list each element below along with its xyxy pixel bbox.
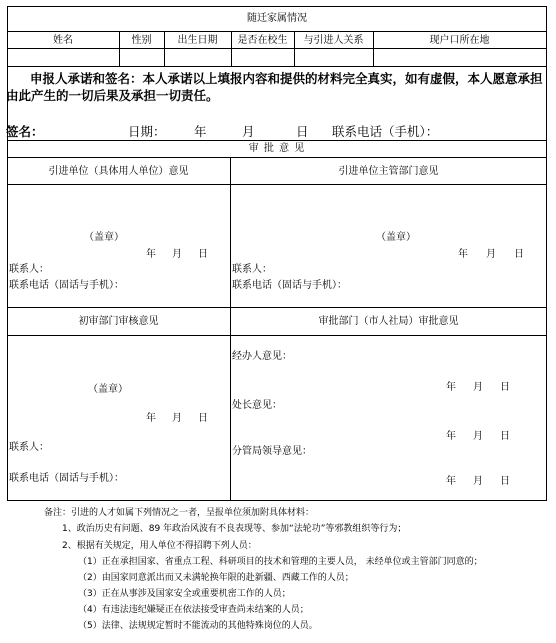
handler-month: 月 <box>473 382 483 393</box>
hline <box>7 66 547 67</box>
dept-contact: 联系人： <box>232 264 272 275</box>
review-contact: 联系人： <box>9 442 49 453</box>
notes-subitem: （5）法律、法规规定暂时不能流动的其他特殊岗位的人员。 <box>78 621 318 631</box>
approval-dept-heading: 审批部门（市人社局）审批意见 <box>318 316 459 327</box>
chief-year: 年 <box>446 431 456 442</box>
leader-year: 年 <box>446 476 456 487</box>
chief-month: 月 <box>473 431 483 442</box>
notes-subitem: （1）正在承担国家、省重点工程、科研项目的技术和管理的主要人员， 未经单位或主管部门同意的； <box>78 557 483 567</box>
header-birthdate: 出生日期 <box>177 35 218 46</box>
unit-contact: 联系人： <box>9 264 49 275</box>
notes-subitem: （3）正在从事涉及国家安全或重要机密工作的人员； <box>78 589 291 599</box>
dept-contact-phone: 联系电话（固话与手机）： <box>232 280 347 291</box>
unit-month: 月 <box>172 249 182 260</box>
family-title: 随迁家属情况 <box>247 13 307 24</box>
dept-month: 月 <box>486 249 496 260</box>
dept-opinion-heading: 引进单位主管部门意见 <box>338 166 439 177</box>
hline <box>7 500 547 501</box>
review-month: 月 <box>172 413 182 424</box>
first-review-heading: 初审部门审核意见 <box>78 316 159 327</box>
handler-opinion: 经办人意见： <box>232 351 292 362</box>
section-chief-opinion: 处长意见： <box>232 400 282 411</box>
bureau-leader-opinion: 分管局领导意见： <box>232 446 312 457</box>
notes-subitem: （2）由国家同意派出而又未满轮换年限的赴新疆、西藏工作的人员； <box>78 573 354 583</box>
unit-day: 日 <box>198 249 208 260</box>
dept-year: 年 <box>458 249 468 260</box>
notes-subitem: （4）有违法违纪嫌疑正在依法接受审查尚未结案的人员； <box>78 605 309 615</box>
unit-opinion-heading: 引进单位（具体用人单位）意见 <box>48 166 189 177</box>
header-name: 姓名 <box>53 35 73 46</box>
notes-item: 2、根据有关规定，用人单位不得招聘下列人员： <box>62 541 257 551</box>
date-day: 日 <box>296 124 309 139</box>
hline <box>7 307 547 308</box>
unit-year: 年 <box>146 249 156 260</box>
signature-label: 签名： <box>6 124 44 139</box>
handler-day: 日 <box>500 382 510 393</box>
family-row-empty[interactable] <box>8 49 546 66</box>
hline <box>7 6 547 7</box>
hline <box>7 140 547 141</box>
review-seal: （盖章） <box>88 384 128 395</box>
header-student: 是否在校生 <box>237 35 288 46</box>
dept-day: 日 <box>514 249 524 260</box>
date-year: 年 <box>194 124 207 139</box>
date-label: 日期： <box>128 124 166 139</box>
notes-item: 1、政治历史有问题、89 年政治风波有不良表现等、参加“法轮功”等邪教组织等行为； <box>62 524 407 534</box>
header-gender: 性别 <box>131 35 152 46</box>
header-relation: 与引进人关系 <box>303 35 364 46</box>
declaration-text: 申报人承诺和签名：本人承诺以上填报内容和提供的材料完全真实，如有虚假，本人愿意承担由此产生的一切后果及承担一切责任。 <box>6 71 543 103</box>
hline <box>7 157 547 158</box>
date-month: 月 <box>242 124 255 139</box>
dept-seal: （盖章） <box>376 232 416 243</box>
hline <box>7 31 547 32</box>
header-hukou: 现户口所在地 <box>429 35 490 46</box>
handler-year: 年 <box>446 382 456 393</box>
unit-contact-phone: 联系电话（固话与手机）： <box>9 280 124 291</box>
chief-day: 日 <box>500 431 510 442</box>
review-day: 日 <box>198 413 208 424</box>
phone-label: 联系电话（手机）： <box>332 124 439 139</box>
leader-month: 月 <box>473 476 483 487</box>
leader-day: 日 <box>500 476 510 487</box>
review-contact-phone: 联系电话（固话与手机）： <box>9 473 124 484</box>
approval-title: 审 批 意 见 <box>248 143 306 154</box>
table-border-right <box>546 6 547 500</box>
review-year: 年 <box>146 413 156 424</box>
unit-seal: （盖章） <box>84 232 124 243</box>
notes-intro: 备注：引进的人才如属下列情况之一者，呈报单位须加附具体材料： <box>44 508 315 518</box>
